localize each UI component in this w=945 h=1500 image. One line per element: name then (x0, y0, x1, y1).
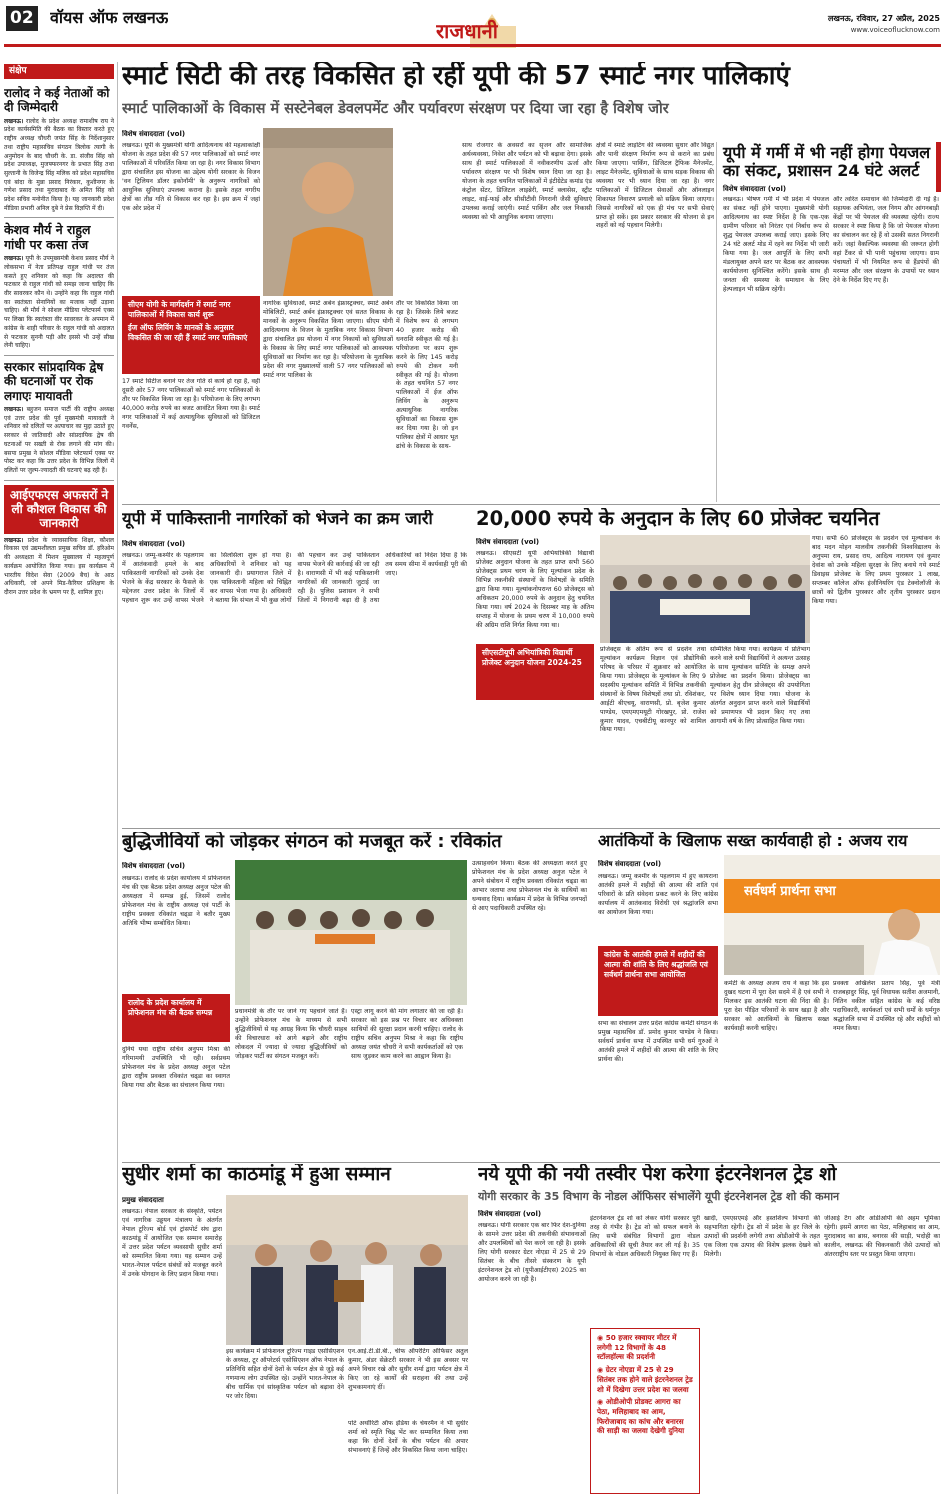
ajay-col1: लखनऊ। जम्मू कश्मीर के पहलगाम में हुए कायराना आतंकी हमले में शहीदों की आत्मा की शांति एवं परिवारों के प्रति संवेदना प्रकट करने के लिए कांग्रेस कार्यालय में आतंकवाद विरोधी एवं श्रद्धांजलि सभा का आयोजन किया गया। (598, 873, 718, 916)
brief-title-3: सरकार सांप्रदायिक द्वेष की घटनाओं पर रोक लगाएः मायावती (4, 359, 104, 403)
trade-byline: विशेष संवाददाता (vol) (478, 1210, 542, 1218)
brief-title-4: आईएफएस अफसरों ने ली कौशल विकास की जानकारी (4, 485, 114, 534)
trade-highlight-1: ◉ 50 हजार स्क्वायर मीटर में लगेगी 12 विभागों के 48 स्टॉलहॉल्स की प्रदर्शनी (597, 1333, 677, 1362)
portrait-image (263, 128, 393, 296)
page-number: 02 (6, 6, 38, 31)
trade-col1: लखनऊ। योगी सरकार एक बार फिर देश-दुनिया के सामने उत्तर प्रदेश की तकनीकी संभावनाओं और उपलब्धियों को पेश करने जा रही है। इसके लिए योगी सरकार ग्रेटर नोएडा में 25 से 29 सितंबर के बीच तीसरे संस्करण के यूपी इंटरनेशनल ट्रेड शो (यूपीआईटीएस) 2025 का आयोजन करने जा रही है। (478, 1222, 586, 1283)
group-photo-image (600, 535, 810, 643)
grant-photo (600, 535, 810, 643)
accent-bar (936, 142, 941, 192)
brief-body-4: लखनऊ। प्रदेश के व्यावसायिक शिक्षा, कौशल विकास एवं उद्यमशीलता प्रमुख सचिव डॉ. हरिओम की अध्यक्षता में मिशन मुख्यालय में महत्वपूर्ण कार्यक्रम आयोजित किया गया। इस कार्यक्रम में भारतीय विदेश सेवा (2009 बैच) के आठ अधिकारी, जो अपने मिड-कैरियर प्रशिक्षण के दौरान उत्तर प्रदेश के भ्रमण पर हैं, शामिल हुए। (4, 536, 114, 596)
water-col2: और त्वरित समाधान की जिम्मेदारी दी गई है। सहायक अभियंता, जल निगम और आंगनबाड़ी केंद्रों पर भी पेयजल की व्यवस्था रहेगी। राज्य सरकार ने स्पष्ट किया है कि जो पेयजल योजना का संचालन कर रहे हैं वो उसकी सतत निगरानी करें। जहां वैकल्पिक व्यवस्था की जरूरत होगी वहां टैंकर से भी पानी पहुंचाया जाएगा। ग्राम पंचायतों में भी नियमित रूप से हैंडपंपों की मरम्मत और जल संरक्षण के उपायों पर ध्यान देने के निर्देश दिए गए हैं। (833, 196, 939, 284)
trade-col2: इंटरनेशनल ट्रेड शो को लेकर योगी सरकार पूरी तरह से गंभीर है। ट्रेड शो को सफल बनाने के लिए सभी संबंधित विभागों द्वारा नोडल अधिकारियों की सूची तैयार कर ली गई है। 35 विभागों के नोडल अधिकारी नियुक्त किए गए हैं। (590, 1215, 700, 1258)
lead-byline: विशेष संवाददाता (vol) (122, 130, 186, 138)
intel-headline: बुद्धिजीवियों को जोड़कर संगठन को मजबूत करें : रविकांत (122, 832, 502, 852)
grant-headline: 20,000 रुपये के अनुदान के लिए 60 प्रोजेक्ट चयनित (476, 508, 880, 530)
ajay-col1b: सभा का संचालन उत्तर प्रदेश कांग्रेस कमेटी संगठन के प्रमुख महासचिव डॉ. प्रमोद कुमार पाण्डेय ने किया। सर्वधर्म प्रार्थना सभा में उपस्थित सभी धर्म गुरुओं ने आतंकी हमले में शहीदों की आत्मा की शांति के लिए प्रार्थना की। (598, 1020, 718, 1063)
intel-col2: प्रधानमंत्री के तौर पर जाने गए पहचाने जाते हैं। उन्होंने प्रोफेशनल मंच के माध्यम से सभी बुद्धिजीवियों से यह आग्रह किया कि चौधरी साहब की विचारधारा को आगे बढ़ाने और राष्ट्रीय लोकदल में ज्यादा से ज्यादा बुद्धिजीवियों को जोड़कर पार्टी का संगठन मजबूत करें। (235, 1008, 347, 1060)
pak-byline: विशेष संवाददाता (vol) (122, 540, 186, 548)
grant-col1: लखनऊ। सीएसटी यूपी अभियांत्रिकी विद्यार्थी प्रोजेक्ट अनुदान योजना के तहत प्राप्त सभी 560 प्रोजेक्ट्स प्रथम चरण के लिए मूल्यांकन प्रदेश के विभिन्न तकनीकी संस्थानों के विशेषज्ञों के समिति द्वारा किया गया। मूल्यांकनोपरान्त 60 प्रोजेक्ट्स को अधिकतम 20,000 रुपये के अनुदान हेतु चयनित किया गया। वर्ष 2024 के दिसम्बर माह के अंतिम सप्ताह में योजना के प्रथम चरण में 10,000 रुपये की अग्रिम राशि निर्गत किया गया था। (476, 550, 594, 629)
lead-col1: लखनऊ। यूपी के मुख्यमंत्री योगी आदित्यनाथ की महत्वाकांक्षी योजना के तहत प्रदेश की 57 नगर पालिकाओं को स्मार्ट नगर पालिकाओं में परिवर्तित किया जा रहा है। नगर विकास विभाग द्वारा संचालित इस योजना का उद्देश्य योगी सरकार के विजन 'वन ट्रिलियन डॉलर इकोनॉमी' के अनुरूप नागरिकों को आधुनिक सुविधाएं उपलब्ध कराना है। इसके तहत नगरीय क्षेत्रों का तीव्र गति से विकास कर रहा है। इस क्रम में जहां एक ओर प्रदेश में (122, 142, 260, 212)
water-byline: विशेष संवाददाता (vol) (723, 184, 787, 193)
sudhir-col1: लखनऊ। नेपाल सरकार के संस्कृति, पर्यटन एवं नागरिक उड्डयन मंत्रालय के अंतर्गत नेपाल टूरिज्म बोर्ड एवं ट्रांसपोर्ट संघ द्वारा काठमांडू में आयोजित एक सम्मान समारोह में उत्तर प्रदेश पर्यटन व्यवसायी सुधीर शर्मा को सम्मानित किया गया। यह सम्मान उन्हें भारत-नेपाल पर्यटन संबंधों को मजबूत करने में उनके योगदान के लिए प्रदान किया गया। (122, 1208, 222, 1278)
sudhir-photo (226, 1195, 468, 1345)
pak-body: लखनऊ। जम्मू-कश्मीर के पहलगाम में आतंकवादी हमले के बाद पाकिस्तानी नागरिकों को उनके देश भेजने के केंद्र सरकार के फैसले के मद्देनजर उत्तर प्रदेश के जिलों में पहचान शुरू कर उन्हें वापस भेजने का सिलसिला शुरू हो गया है। अधिकारियों ने शनिवार को यह जानकारी दी। प्रयागराज जिले में एक पाकिस्तानी महिला को चिह्नित कर वापस भेजा गया है। अधिकारी ने बताया कि संभल में भी कुछ लोगों की पहचान कर उन्हें पाकिस्तान वापस भेजने की कार्रवाई की जा रही है। वाराणसी में भी कई पाकिस्तानी नागरिकों की जानकारी जुटाई जा रही है। पुलिस प्रशासन ने सभी जिलों में निगरानी बढ़ा दी है तथा अधिकारियों को निर्देश दिया है कि तय समय सीमा में कार्यवाही पूरी की जाए। (122, 552, 467, 604)
trade-subheadline: योगी सरकार के 35 विभाग के नोडल ऑफिसर संभालेंगे यूपी इंटरनेशनल ट्रेड शो की कमान (478, 1190, 840, 1203)
lead-highlight-2: ईज ऑफ लिविंग के मानकों के अनुसार विकसित की जा रही हैं स्मार्ट नगर पालिकाएं (128, 323, 248, 343)
header-rule (4, 44, 941, 47)
brief-tag: संक्षेप (4, 64, 114, 79)
ajay-highlight: कांग्रेस के आतंकी हमले में शहीदों की आत्मा की शांति के लिए श्रद्धांजलि एवं सर्वधर्म प्रार्थना सभा आयोजित (598, 946, 718, 1016)
lead-headline: स्मार्ट सिटी की तरह विकसित हो रहीं यूपी की 57 स्मार्ट नगर पालिकाएं (122, 62, 790, 91)
sudhir-col4: पोर्ट अथॉरिटी ऑफ इंडिया के चेयरमैन ने भी सुधीर शर्मा को स्मृति चिह्न भेंट कर सम्मानित किया तथा कहा कि दोनों देशों के बीच पर्यटन की अपार संभावनाएं हैं जिन्हें और विकसित किया जाना चाहिए। (348, 1420, 468, 1454)
sudhir-col3: एन.आई.टी.डी.बी., चीफ ऑपरेटिंग ऑफिसर अतुल कुमार, अंडर सेक्रेटरी सरकार ने भी इस अवसर पर अपने विचार रखे और सुधीर शर्मा द्वारा पर्यटन क्षेत्र में किए जा रहे कार्यों की सराहना की तथा उन्हें शुभकामनाएं दीं। (348, 1348, 468, 1391)
intel-col4: उत्साहवर्धन किया। बैठक की अध्यक्षता करते हुए प्रोफेशनल मंच के प्रदेश अध्यक्ष अनुज पटेल ने अपने संबोधन में राष्ट्रीय प्रवक्ता रविकांत चढ्डा का आभार जताया तथा प्रोफेशनल मंच के साथियों का धन्यवाद दिया। कार्यक्रम में प्रदेश के विभिन्न जनपदों से आए पदाधिकारी उपस्थित रहे। (472, 860, 587, 912)
intel-col3: एस्ट्रा लागू करने की मांग लगातार की जा रही है। सरकार को इस प्रश्न पर विचार कर अधिवक्ता साथियों की सुरक्षा प्रदान करनी चाहिए। रालोद के राष्ट्रीय सचिव अनुपम मिश्रा ने कहा कि राष्ट्रीय अध्यक्ष जयंत चौधरी ने सभी कार्यकर्ताओं को एक साथ जुड़कर काम करने का आह्वान किया है। (351, 1008, 463, 1060)
row-rule-1 (122, 504, 940, 505)
trade-headline: नये यूपी की नयी तस्वीर पेश करेगा इंटरनेशनल ट्रेड शो (478, 1164, 837, 1185)
brief-title-2: केशव मौर्य ने राहुल गांधी पर कसा तंज (4, 222, 91, 253)
sudhir-col2: इस कार्यक्रम में प्रोफेशनल टूरिज्म गाइड एसोसिएशन के अध्यक्ष, टूर ऑपरेटर्स एसोसिएशन ऑफ नेपाल के प्रतिनिधि सहित दोनों देशों के पर्यटन क्षेत्र से जुड़े कई गणमान्य लोग उपस्थित रहे। उन्होंने भारत-नेपाल के बीच धार्मिक एवं सांस्कृतिक पर्यटन को बढ़ावा देने पर जोर दिया। (226, 1348, 344, 1400)
lead-subheadline: स्मार्ट पालिकाओं के विकास में सस्टेनेबल डेवलपमेंट और पर्यावरण संरक्षण पर दिया जा रहा है विशेष जोर (122, 101, 669, 117)
trade-highlight-3: ◉ ओडीओपी प्रोडक्ट आगरा का पेठा, मलिहाबाद का आम, फिरोजाबाद का कांच और बनारस की साड़ी का जलवा देखेगी दुनिया (597, 1397, 685, 1436)
website-link[interactable]: www.voiceoflucknow.com (850, 26, 940, 34)
lead-col4: साथ रोजगार के अवसरों का सृजन और सामाजिक अर्थव्यवस्था, निवेश और पर्यटन को भी बढ़ावा देगा। इसके साथ ही स्मार्ट पालिकाओं में नवीकरणीय ऊर्जा और पर्यावरण संरक्षण पर भी विशेष ध्यान दिया जा रहा है। योजना के तहत चयनित पालिकाओं में इंटीग्रेटेड कमांड एंड कंट्रोल सेंटर, डिजिटल लाइब्रेरी, स्मार्ट क्लासेस, स्ट्रीट लाइट, वाई-फाई और सीसीटीवी निगरानी जैसी सुविधाएं उपलब्ध कराई जाएंगी। स्मार्ट पार्किंग और जल निकासी व्यवस्था को भी आधुनिक बनाया जाएगा। (462, 142, 592, 221)
row-rule-2 (122, 828, 940, 829)
lead-photo (263, 128, 393, 296)
brief-body-2: लखनऊ। यूपी के उपमुख्यमंत्री केशव प्रसाद मौर्य ने लोकसभा में नेता प्रतिपक्ष राहुल गांधी पर तंज कसते हुए शनिवार को कहा कि अदालत की फटकार से राहुल गांधी को समझ जाना चाहिए कि वीर सावरकर कौन थे। उन्होंने कहा कि राहुल गांधी का स्वतंत्रता सेनानियों का मजाक नहीं उड़ाना चाहिए। श्री मौर्य ने सोशल मीडिया प्लेटफार्म एक्स पर लिखा कि स्वतंत्रता वीर सावरकर के अपमान में कांग्रेस के शाही परिवार के राहुल गांधी को अदालत से फटकार सुननी पड़ी और इससे भी उन्हें सीख लेनी चाहिए। (4, 255, 114, 350)
award-photo-image (226, 1195, 468, 1345)
sudhir-headline: सुधीर शर्मा का काठमांडू में हुआ सम्मान (122, 1164, 391, 1185)
trade-highlight-box (590, 1328, 700, 1494)
lead-highlight-1: सीएम योगी के मार्गदर्शन में स्मार्ट नगर पालिकाओं में विकास कार्य शुरू (128, 300, 231, 320)
brief-body-1: लखनऊ। रालोद के प्रदेश अध्यक्ष रामाशीष राय ने प्रदेश कार्यसमिति की बैठक का विस्तार करते हुए राष्ट्रीय अध्यक्ष चौधरी जयंत सिंह के निर्देशानुसार तथा राष्ट्रीय महासचिव संगठन त्रिलोक त्यागी के अनुमोदन के बाद चौधरी के. डा. संजीव सिंह को प्रदेश उपाध्यक्ष, मुजफ्फरनगर के प्रभात सिंह तथा सुल्तानी के विजेन्द्र सिंह मलिक को प्रदेश महासचिव एवं बांदा के मुन्ना प्रसाद निरंकार, कुशीनगर के गणेश प्रसाद तथा मुरादाबाद के अमित सिंह को प्रदेश सचिव मनोनीत किया है। यह जानकारी प्रदेश मीडिया प्रभारी अनिल दुबे ने प्रेस विज्ञप्ति में दी। (4, 117, 114, 212)
ajay-photo (724, 855, 940, 975)
grant-col3: सम्मिलित किया गया। कार्यक्रम में प्रतिभाग करने वाले सभी विद्यार्थियों ने अत्यन्त उत्साह के साथ मूल्यांकन समिति के समक्ष अपने प्रोजेक्ट का प्रदर्शन किया। प्रोजेक्ट्स का मूल्यांकन हेतु ग्रीन प्रोजेक्ट्स की उपयोगिता पर विशेष ध्यान दिया गया। योजना के अंतर्गत अनुदान प्राप्त करने वाले विद्यार्थियों को प्रमाणपत्र भी प्रदान किए गए तथा आगामी वर्ष के लिए प्रोत्साहित किया गया। (710, 646, 810, 725)
section-title: वॉयस ऑफ लखनऊ (50, 8, 169, 27)
ajay-col3: प्रवक्ता अखिलेश प्रताप सिंह, पूर्व मंत्री राजबहादुर सिंह, पूर्व विधायक सतीश अजमानी, नितिन वकील सहित कांग्रेस के कई वरिष्ठ पदाधिकारी, कार्यकर्ता एवं सभी धर्मों के धर्मगुरु श्रद्धांजलि सभा में उपस्थित रहे और शहीदों को नमन किया। (833, 980, 940, 1032)
lead-col2: नागरिक सुविधाओं, स्मार्ट अर्बन इंफ्रास्ट्रक्चर, स्मार्ट अर्बन मोबिलिटी, स्मार्ट अर्बन इंफ्रास्ट्रक्चर एवं सतत विकास के मानकों के अनुरूप विकसित किया जाएगा। सीएम योगी आदित्यनाथ के विजन के मुताबिक नगर विकास विभाग द्वारा संचालित इस योजना में नगर निकायों को सुविधाओं के विकास के लिए स्मार्ट नगर पालिकाओं को आवश्यक सुविधाओं का निर्माण कर रहा है। परियोजना के मुताबिक प्रदेश की नगर मुख्यालयों वाली 57 नगर पालिकाओं को स्मार्ट नगर पालिका के (263, 300, 393, 379)
meeting-photo-image (235, 860, 467, 1005)
grant-col2: प्रोजेक्ट्स के अंतिम रूप से प्रदर्शन तथा मूल्यांकन कार्यक्रम विज्ञान एवं प्रौद्योगिकी परिषद के परिसर में शुक्रवार को आयोजित किया गया। प्रोजेक्ट्स के मूल्यांकन के लिए 9 सदस्यीय मूल्यांकन समिति में विभिन्न तकनीकी संस्थानों के विषय विशेषज्ञों तथा प्रो. रविशंकर, आईटी बीएचयू, वाराणसी, प्रो. बृजेश कुमार पाण्डेय, एमएमएमयूटी गोरखपुर, प्रो. राजेश कुमार यादव, एचबीटीयू कानपुर को शामिल किया गया। (600, 646, 706, 734)
prayer-banner: सर्वधर्म प्रार्थना सभा (744, 884, 836, 899)
ajay-byline: विशेष संवाददाता (vol) (598, 860, 662, 868)
ajay-headline: आतंकियों के खिलाफ सख्त कार्यवाही हो : अजय राय (598, 832, 908, 850)
lead-col3-top (396, 142, 458, 292)
water-headline: यूपी में गर्मी में भी नहीं होगा पेयजल का संकट, प्रशासन 24 घंटे अलर्ट (723, 143, 931, 181)
dateline: लखनऊ, रविवार, 27 अप्रैल, 2025 (827, 14, 940, 23)
ajay-col2: कमेटी के अध्यक्ष अजय राय ने कहा कि इस दुखद घटना में पूरा देश सदमे में है एवं सभी ने मिलकर इस आतंकी घटना की निंदा की है। पूरा देश पीड़ित परिवारों के साथ खड़ा है और सरकार को आतंकियों के खिलाफ सख्त कार्यवाही करनी चाहिए। (724, 980, 829, 1032)
trade-col3: खादी, एमएसएमई और हस्तशिल्प विभागों की सहभागिता रहेगी। ट्रेड शो में प्रदेश के हर जिले के उत्पादों की प्रदर्शनी लगेगी तथा ओडीओपी के तहत एक जिला एक उत्पाद की विशेष झलक देखने को मिलेगी। (704, 1215, 820, 1258)
lead-col5: क्षेत्रों में स्मार्ट लाइटिंग की व्यवस्था सुधार और विद्युत और पानी संरक्षण निर्माण रूप से कराने का प्रबंध किया जाएगा। पार्किंग, डिजिटल ट्रैफिक मैनेजमेंट, लाइट मैनेजमेंट, सुविधाओं के साथ सड़क विकास की व्यवस्था पर भी ध्यान दिया जा रहा है। नगर पालिकाओं में डिजिटल सेवाओं और ऑनलाइन शिकायत निवारण प्रणाली को सक्रिय किया जाएगा। जिससे नागरिकों को एक ही मंच पर सभी सेवाएं प्राप्त हो सकें। इस प्रकार सरकार की योजना से इन शहरों को नई पहचान मिलेगी। (596, 142, 714, 230)
sudhir-byline: प्रमुख संवाददाता (122, 1196, 164, 1204)
lead-col3: तौर पर विकसित किया जा रहा है। जिसके लिये बजट में विशेष रूप से लगभग 40 हजार करोड़ की धनराशि स्वीकृत की गई है। परियोजना पर काम शुरू करने के लिए 145 करोड़ रुपये की टोकन मनी स्वीकृत की गई है। योजना के तहत चयनित 57 नगर पालिकाओं में ईज ऑफ लिविंग के अनुरूप अत्याधुनिक नागरिक सुविधाओं का विकास शुरू कर दिया गया है। जो इन पालिका क्षेत्रों में आधार भूत ढांचे के विकास के साथ- (396, 300, 458, 450)
intel-col1b: दुनिये यथा राष्ट्रीय सचिव अनुपम मिश्रा की गरिमामयी उपस्थिति भी रही। सर्वप्रथम प्रोफेशनल मंच के प्रदेश अध्यक्ष अनुज पटेल द्वारा राष्ट्रीय प्रवक्ता रविकांत चढ्डा का स्वागत किया गया और बैठक का संचालन किया गया। (122, 1046, 230, 1089)
water-col1: लखनऊ। भीषण गर्मी में भी प्रदेश में पेयजल का संकट नहीं होने पाएगा। मुख्यमंत्री योगी आदित्यनाथ का स्पष्ट निर्देश है कि एक-एक ग्रामीण परिवार को निरंतर एवं निर्बाध रूप से शुद्ध पेयजल उपलब्ध कराई जाए। इसके लिए 24 घंटे अलर्ट मोड में रहने का निर्देश भी जारी किया गया है। जल आपूर्ति के लिए सभी मंडलायुक्त अपने स्तर पर बैठक कर आवश्यक कार्ययोजना सुनिश्चित करेंगे। इसके साथ ही जनता की समस्या के समाधान के लिए हेल्पलाइन भी सक्रिय रहेगी। (723, 196, 829, 293)
trade-col4: जीआई टैग और ओडीओपी की अहम भूमिका रहेगी। इसमें आगरा का पेठा, मलिहाबाद का आम, मुरादाबाद का ब्रास, बनारस की साड़ी, भदोही का कालीन, लखनऊ की चिकनकारी जैसे उत्पादों को अंतरराष्ट्रीय स्तर पर प्रस्तुत किया जाएगा। (824, 1215, 940, 1258)
intel-photo (235, 860, 467, 1005)
grant-highlight: सीएसटीयूपी अभियांत्रिकी विद्यार्थी प्रोजेक्ट अनुदान योजना 2024-25 (476, 644, 594, 700)
column-rule (117, 62, 118, 1494)
logo-text: राजधानी (436, 19, 498, 43)
brief-title-1: रालोद ने कई नेताओं को दी जिम्मेदारी (4, 86, 110, 115)
prayer-meeting-image (724, 855, 940, 975)
intel-col1: लखनऊ। रालोद के प्रदेश कार्यालय में प्रोफेशनल मंच की एक बैठक प्रदेश अध्यक्ष अनुज पटेल की अध्यक्षता में सम्पन्न हुई, जिसमें रालोद प्रोफेशनल मंच के राष्ट्रीय अध्यक्ष एवं पार्टी के राष्ट्रीय प्रवक्ता रविकांत चढ्डा ने बतौर मुख्य अतिथि भीष्म सम्बोधित किया। (122, 875, 230, 927)
trade-highlight-2: ◉ ग्रेटर नोएडा में 25 से 29 सितंबर तक होने वाले इंटरनेशनल ट्रेड शो में दिखेगा उत्तर प्रदेश का जलवा (597, 1365, 693, 1394)
intel-highlight: रालोद के प्रदेश कार्यालय में प्रोफेशनल मंच की बैठक सम्पन्न (122, 994, 230, 1042)
intel-byline: विशेष संवाददाता (vol) (122, 862, 186, 870)
grant-col4: गया। सभी 60 प्रोजेक्ट्स के प्रदर्शन एवं मूल्यांकन के बाद मदन मोहन मालवीय तकनीकी विश्वविद्यालय के अनुपमा राय, प्रसाद राय, आदित्य नारायण एवं कुमार देवांश को उनके महिला सुरक्षा के लिए बनाये गये स्मार्ट डिवाइस प्रोजेक्ट के लिए प्रथम पुरस्कार 1 लाख, सप्तम्बर कॉलेज ऑफ इंजीनियरिंग एंड टेक्नोलॉजी के छात्रों को द्वितीय पुरस्कार और तृतीय पुरस्कार प्रदान किया गया। (812, 535, 940, 605)
brief-body-3: लखनऊ। बहुजन समाज पार्टी की राष्ट्रीय अध्यक्ष एवं उत्तर प्रदेश की पूर्व मुख्यमंत्री मायावती ने शनिवार को दलितों पर अत्याचार का मुद्दा उठाते हुए सरकार से जातिवादी और सांप्रदायिक द्वेष की घटनाओं पर सख्ती से रोक लगाने की मांग की। बसपा प्रमुख ने सोशल मीडिया प्लेटफार्म एक्स पर पोस्ट कर कहा कि उत्तर प्रदेश के विभिन्न जिलों में दलितों पर जुल्म-ज्यादती की घटनाएं बढ़ रही हैं। (4, 406, 114, 474)
lead-highlight-box (122, 296, 260, 374)
row-rule-3 (122, 1162, 940, 1163)
lead-col1b: 17 स्मार्ट सिटीज बनाने पर तेज गति से कार्य हो रहा है, वहीं दूसरी ओर 57 नगर पालिकाओं को स्मार्ट नगर पालिकाओं के तौर पर विकसित किया जा रहा है। परियोजना के लिए लगभग 40,000 करोड़ रुपये का बजट आवंटित किया गया है। स्मार्ट नगर पालिकाओं में कई अत्याधुनिक सुविधाओं को डिजिटल गवर्नेंस, (122, 378, 260, 430)
grant-col1b (476, 702, 594, 824)
brief-column (4, 82, 114, 1494)
pak-headline: यूपी में पाकिस्तानी नागरिकों को भेजने का क्रम जारी (122, 510, 433, 528)
water-story (716, 142, 941, 502)
grant-byline: विशेष संवाददाता (vol) (476, 538, 540, 546)
